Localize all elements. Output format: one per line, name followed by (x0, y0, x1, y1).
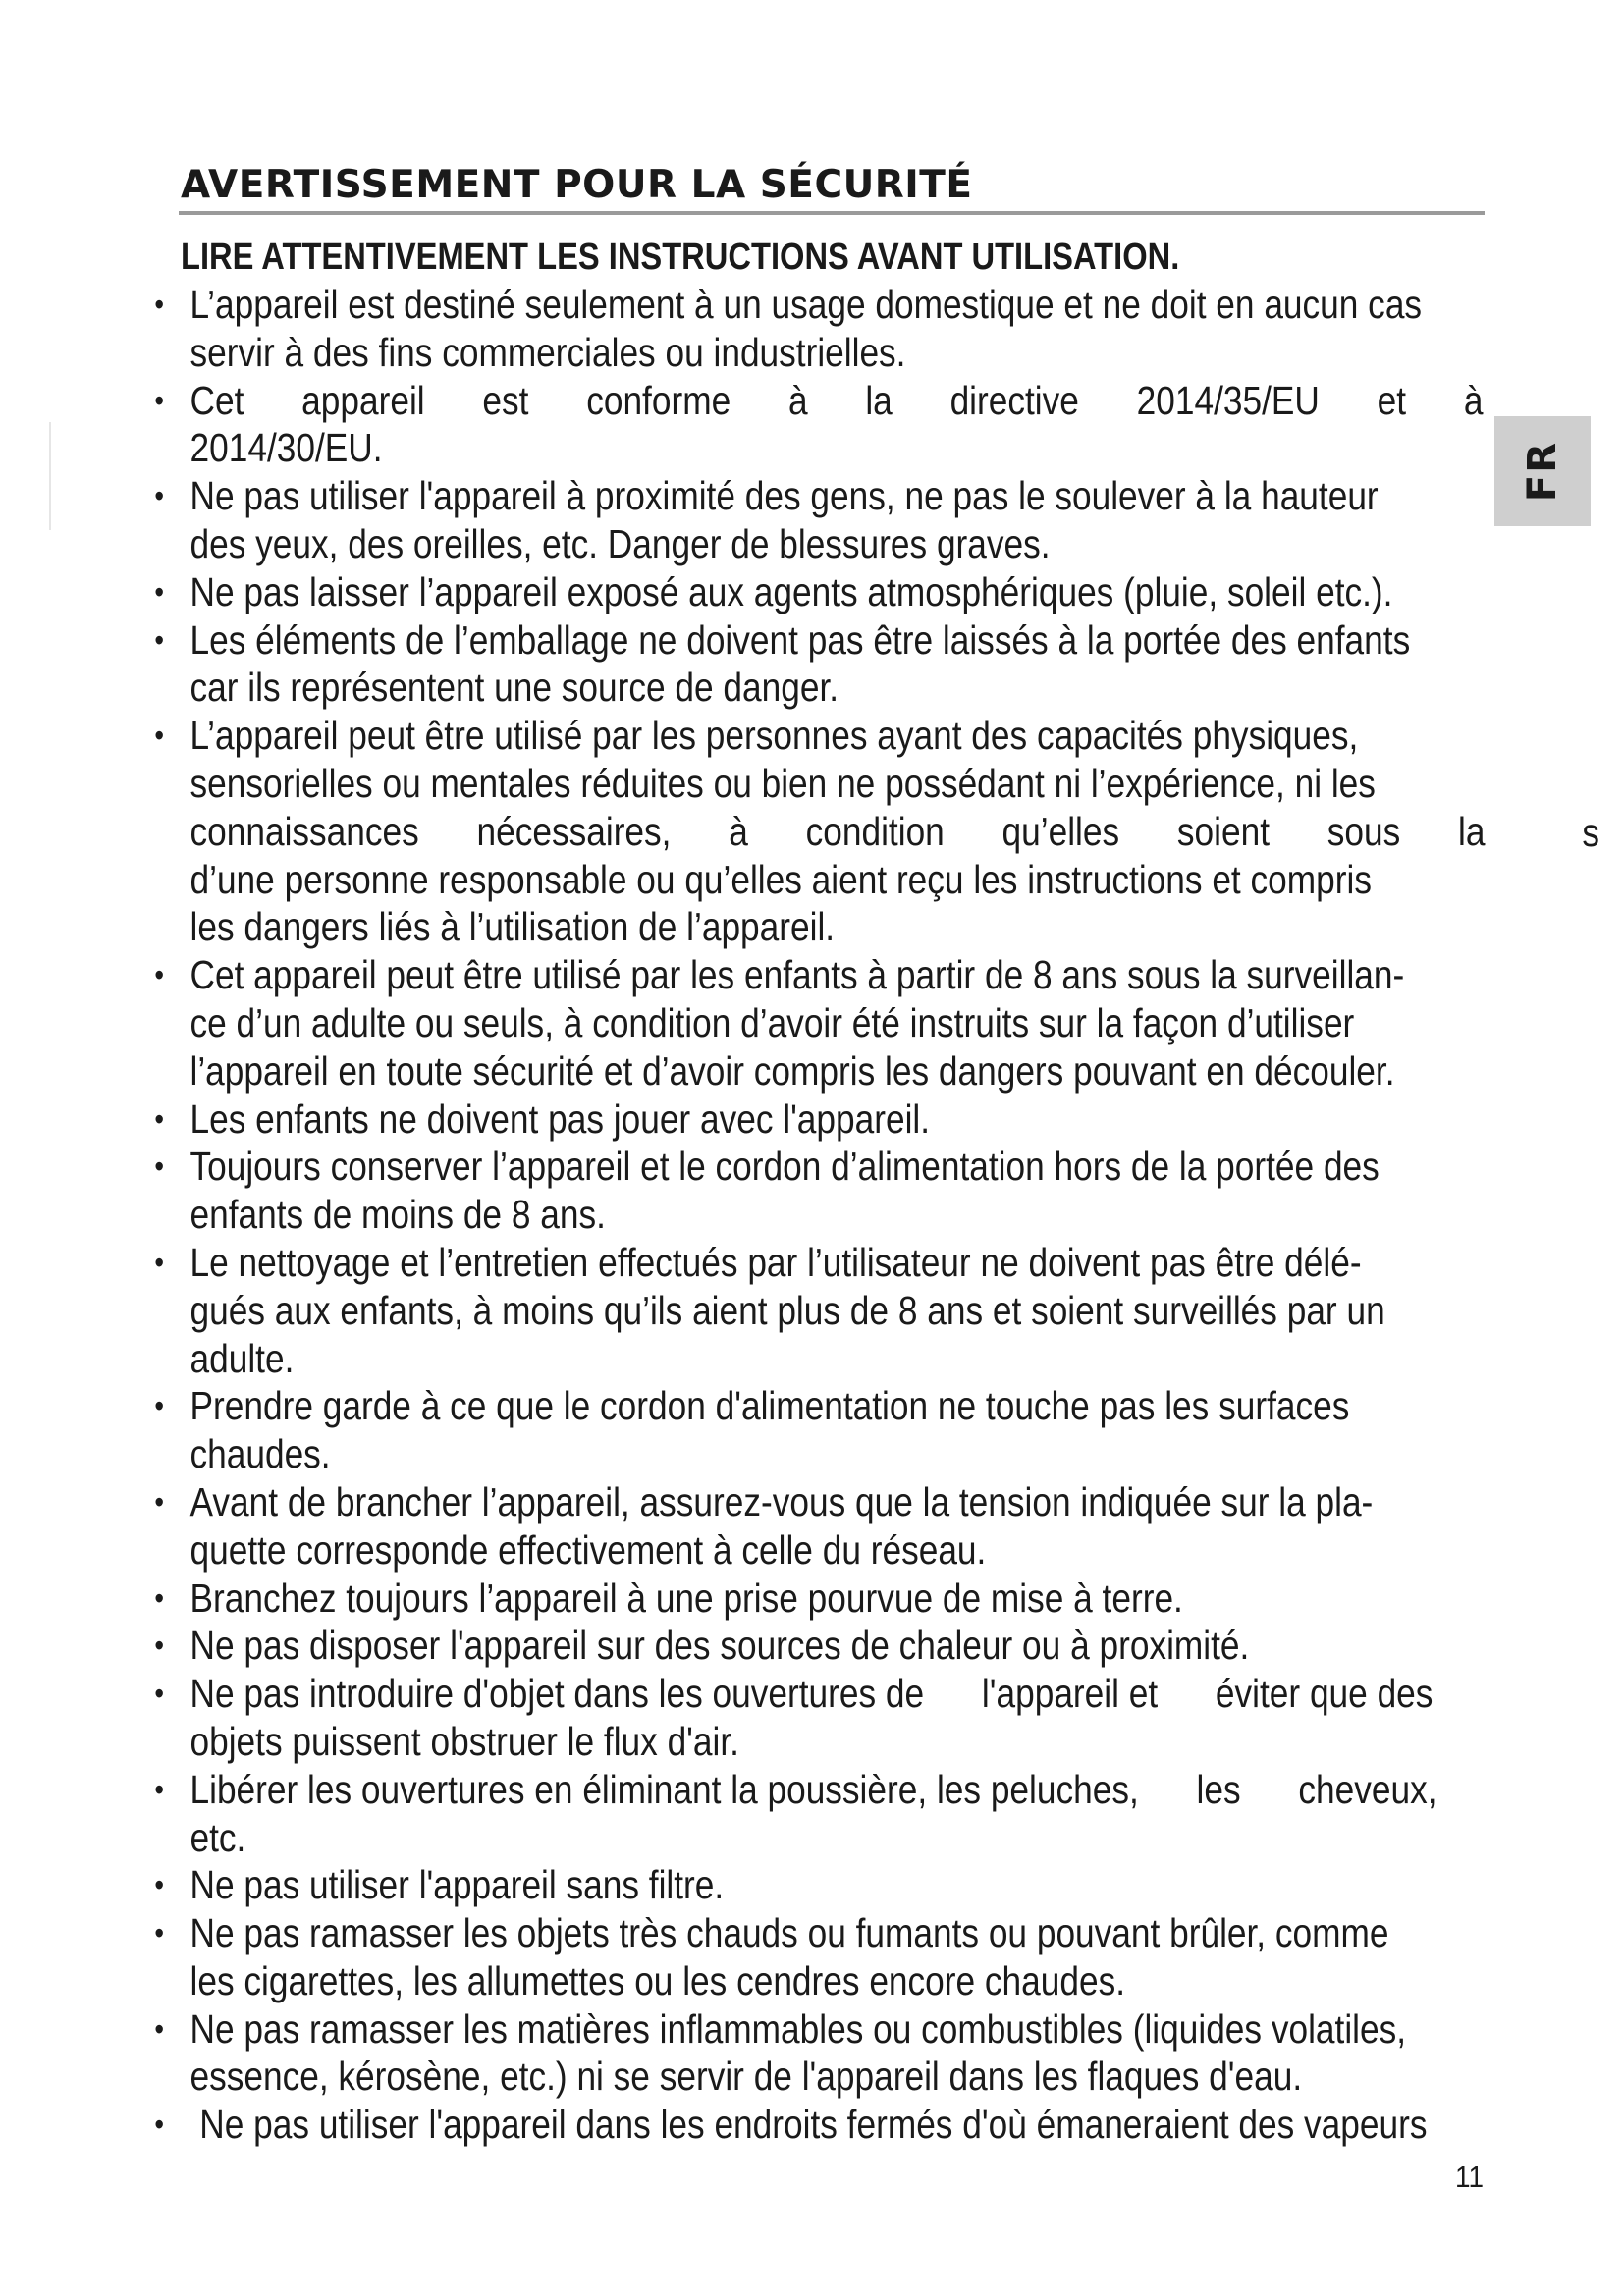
warning-line-continuation: les dangers liés à l’utilisation de l’appareil. (189, 904, 836, 950)
warning-line-continuation: etc. (189, 1814, 246, 1860)
warning-line-continuation: sensorielles ou mentales réduites ou bien ne possédant ni l’expérience, ni les (189, 760, 1376, 806)
safety-warning-item (0, 1382, 1496, 1478)
safety-warning-item (0, 1861, 1496, 1909)
warning-line-first: • Cet appareil peut être utilisé par les enfants à partir de 8 ans sous la surveillan- (189, 952, 1405, 998)
warning-line-continuation: l’appareil en toute sécurité et d’avoir compris les dangers pouvant en découler. (189, 1047, 1395, 1094)
warning-line-continuation: ce d’un adulte ou seuls, à condition d’avoir été instruits sur la façon d’utiliser (189, 999, 1355, 1045)
page-number: 11 (1455, 2160, 1484, 2194)
safety-warning-item (0, 281, 1496, 377)
warning-line-continuation: les cigarettes, les allumettes ou les cendres encore chaudes. (189, 1957, 1126, 2003)
warning-line-first: • Ne pas ramasser les objets très chauds ou fumants ou pouvant brûler, comme (189, 1910, 1389, 1956)
warning-line-continuation: quette corresponde effectivement à celle du réseau. (189, 1526, 987, 1573)
warning-line-first: • L’appareil est destiné seulement à un usage domestique et ne doit en aucun cas (189, 282, 1423, 327)
warning-line-first: • Le nettoyage et l’entretien effectués par l’utilisateur ne doivent pas être délé- (189, 1239, 1362, 1285)
warning-line-continuation: chaudes. (189, 1431, 331, 1477)
warning-line-first: • Libérer les ouvertures en éliminant la poussière, les peluches, les cheveux, (189, 1766, 1437, 1812)
warning-line-first: • Ne pas utiliser l'appareil à proximité des gens, ne pas le soulever à la hauteur (189, 473, 1379, 519)
warning-line-continuation: des yeux, des oreilles, etc. Danger de blessures graves. (189, 520, 1051, 566)
safety-warning-item (0, 1766, 1496, 1862)
language-tab-label: FR (1520, 440, 1565, 503)
warning-line-first: • Prendre garde à ce que le cordon d'alimentation ne touche pas les surfaces (189, 1383, 1350, 1429)
safety-warning-item (0, 1670, 1496, 1766)
safety-warning-item (0, 1575, 1496, 1623)
title-divider (179, 211, 1485, 215)
page-title: AVERTISSEMENT POUR LA SÉCURITÉ (181, 163, 973, 207)
warning-line-continuation: 2014/30/EU. (189, 425, 383, 471)
safety-warning-item (0, 472, 1496, 568)
safety-warning-item (0, 2101, 1496, 2149)
warning-line-continuation: adulte. (189, 1335, 295, 1381)
warning-line-continuation: enfants de moins de 8 ans. (189, 1192, 606, 1238)
warning-line-continuation: objets puissent obstruer le flux d'air. (189, 1718, 739, 1764)
warning-line-first: • Ne pas laisser l’appareil exposé aux agents atmosphériques (pluie, soleil etc.). (189, 568, 1393, 614)
warning-line-continuation: essence, kérosène, etc.) ni se servir de l'appareil dans les flaques d'eau. (189, 2054, 1303, 2100)
warning-line-first: • Ne pas introduire d'objet dans les ouvertures de l'appareil et éviter que des (189, 1671, 1434, 1717)
warning-line-first: • L’appareil peut être utilisé par les personnes ayant des capacités physiques, (189, 713, 1359, 759)
warning-line-first: • Les enfants ne doivent pas jouer avec l'appareil. (189, 1095, 931, 1142)
safety-warning-item (0, 1478, 1496, 1575)
safety-warning-item (0, 712, 1496, 951)
warning-line-first: • Branchez toujours l’appareil à une prise pourvue de mise à terre. (189, 1575, 1183, 1621)
safety-warning-item (0, 1239, 1496, 1382)
warning-line-first: • Ne pas disposer l'appareil sur des sources de chaleur ou à proximité. (189, 1623, 1250, 1669)
safety-warning-item (0, 616, 1496, 713)
warning-line-first: • Les éléments de l’emballage ne doivent pas être laissés à la portée des enfants (189, 616, 1411, 663)
safety-warning-item (0, 377, 1496, 473)
instructions-subtitle: LIRE ATTENTIVEMENT LES INSTRUCTIONS AVANT UTILISATION. (181, 237, 1180, 278)
safety-warning-item (0, 2005, 1496, 2102)
warning-line-first: • Cet appareil est conforme à la directive 2014/35/EU et à (189, 377, 1484, 423)
warning-line-continuation: servir à des fins commerciales ou industrielles. (189, 329, 906, 375)
safety-warnings-list (0, 281, 1624, 2149)
warning-line-continuation: car ils représentent une source de danger. (189, 665, 839, 711)
safety-warning-item (0, 1143, 1496, 1239)
safety-warning-item (0, 1622, 1496, 1670)
warning-line-continuation: d’une personne responsable ou qu’elles aient reçu les instructions et compris (189, 856, 1372, 902)
safety-warning-item (0, 1095, 1496, 1144)
warning-line-continuation: connaissances nécessaires, à condition qu’elles soient sous la (189, 808, 1486, 854)
warning-line-first: • Avant de brancher l’appareil, assurez-vous que la tension indiquée sur la pla- (189, 1478, 1374, 1524)
warning-line-first: • Toujours conserver l’appareil et le cordon d’alimentation hors de la portée des (189, 1144, 1380, 1190)
safety-warning-item (0, 568, 1496, 616)
warning-line-first: • Ne pas utiliser l'appareil sans filtre. (189, 1862, 725, 1908)
warning-line-first: • Ne pas ramasser les matières inflammables ou combustibles (liquides volatiles, (189, 2005, 1407, 2052)
warning-line-continuation: gués aux enfants, à moins qu’ils aient plus de 8 ans et soient surveillés par un (189, 1287, 1385, 1333)
warning-line-first: • Ne pas utiliser l'appareil dans les endroits fermés d'où émaneraient des vapeurs (189, 2102, 1428, 2148)
safety-warning-item (0, 1909, 1496, 2005)
safety-warning-item (0, 951, 1496, 1095)
clipped-text-fragment: s (1582, 810, 1600, 855)
